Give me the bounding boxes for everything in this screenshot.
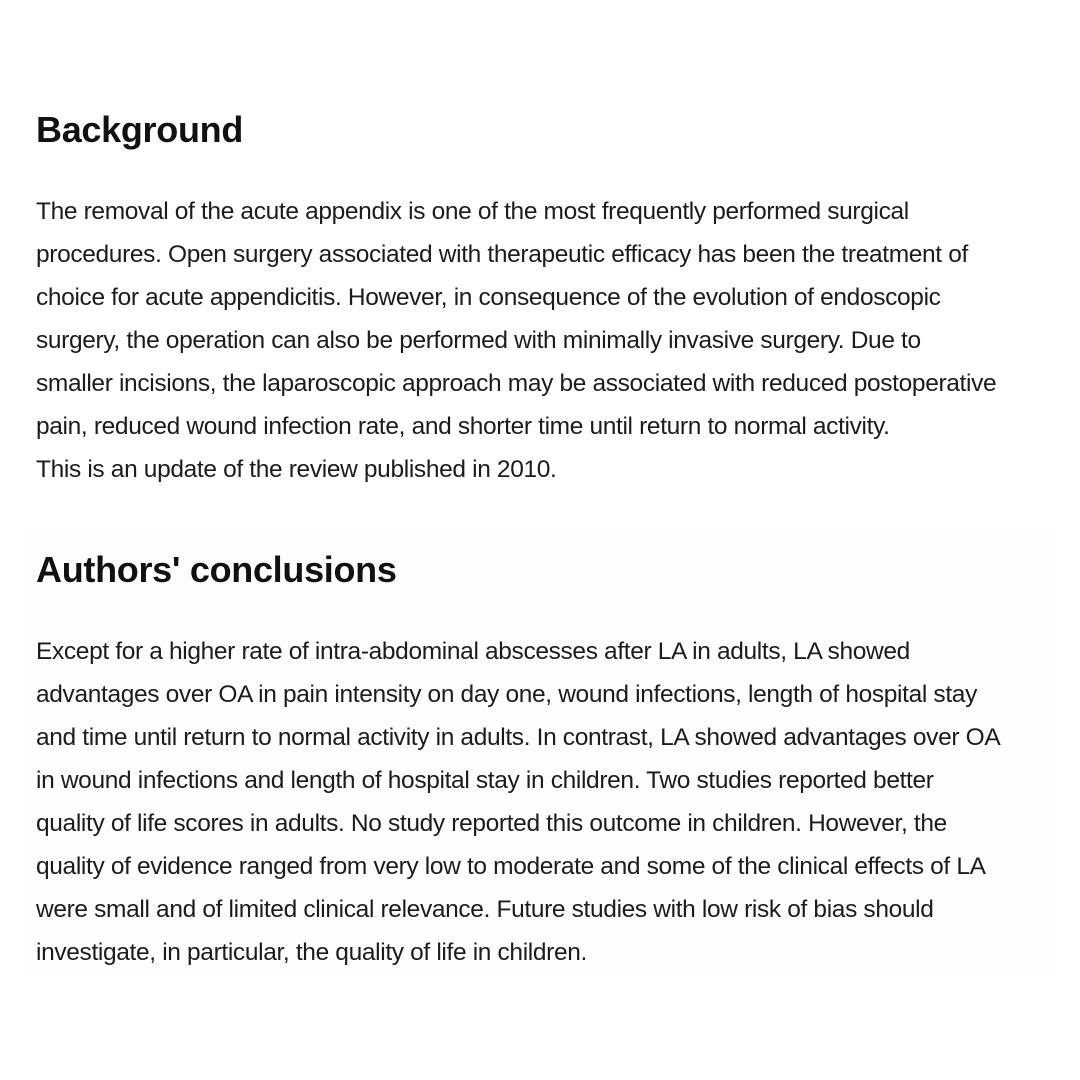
conclusions-line: quality of evidence ranged from very low to moderate and some of the clinical effects of LA [36,853,986,880]
background-line: procedures. Open surgery associated with therapeutic efficacy has been the treatment of [36,241,968,268]
conclusions-line: Except for a higher rate of intra-abdominal abscesses after LA in adults, LA showed [36,638,910,665]
conclusions-line: were small and of limited clinical relevance. Future studies with low risk of bias should [36,896,934,923]
conclusions-heading: Authors' conclusions [36,549,397,590]
background-paragraph [36,190,1060,491]
conclusions-paragraph [36,630,1060,974]
conclusions-line: and time until return to normal activity in adults. In contrast, LA showed advantages over OA [36,724,1001,751]
authors-conclusions-section [36,548,1060,974]
conclusions-line: advantages over OA in pain intensity on day one, wound infections, length of hospital stay [36,681,977,708]
background-line: smaller incisions, the laparoscopic approach may be associated with reduced postoperative [36,370,997,397]
background-heading: Background [36,109,244,150]
conclusions-line: quality of life scores in adults. No study reported this outcome in children. However, the [36,810,947,837]
background-line: This is an update of the review published in 2010. [36,456,557,483]
background-line: choice for acute appendicitis. However, in consequence of the evolution of endoscopic [36,284,941,311]
conclusions-line: in wound infections and length of hospital stay in children. Two studies reported better [36,767,934,794]
conclusions-line: investigate, in particular, the quality of life in children. [36,939,587,966]
background-line: pain, reduced wound infection rate, and shorter time until return to normal activity. [36,413,890,440]
background-line: The removal of the acute appendix is one of the most frequently performed surgical [36,198,909,225]
background-section [36,108,1060,491]
background-line: surgery, the operation can also be performed with minimally invasive surgery. Due to [36,327,921,354]
